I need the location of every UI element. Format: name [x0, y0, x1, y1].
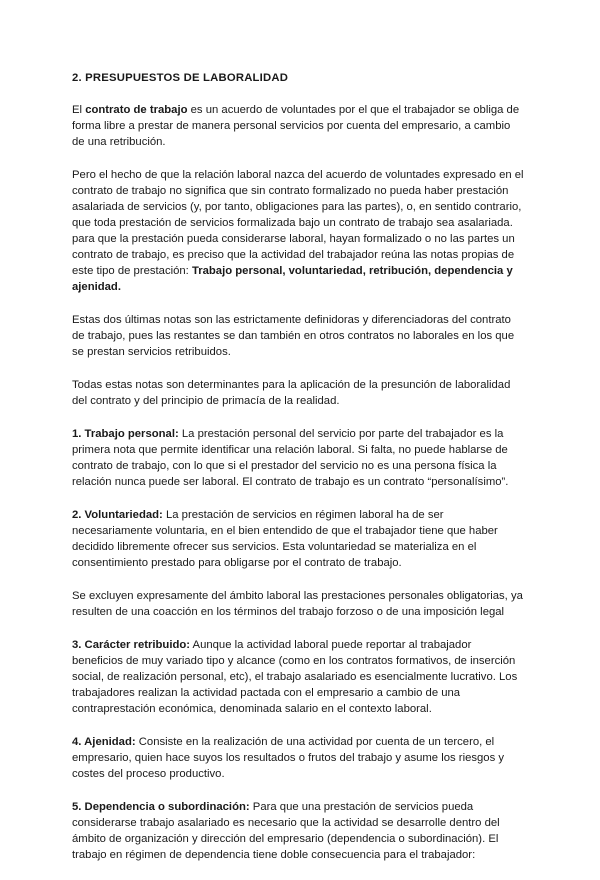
paragraph-relacion-laboral — [72, 167, 524, 295]
item-trabajo-personal — [72, 426, 524, 490]
p2-bold-notas: Trabajo personal, voluntariedad, retribución, dependencia y ajenidad. — [72, 265, 513, 293]
item-dependencia — [72, 799, 524, 863]
item1-title: 1. Trabajo personal: — [72, 428, 179, 440]
paragraph-exclusiones: Se excluyen expresamente del ámbito laboral las prestaciones personales obligatorias, ya resulten de una coacción en los términos del trabajo forzoso o de una imposición legal — [72, 590, 523, 618]
item2-title: 2. Voluntariedad: — [72, 509, 163, 521]
item3-text: Aunque la actividad laboral puede reportar al trabajador beneficios de muy variado tipo y alcance (como en los contratos formativos, de inserción social, de realización personal, etc), el trabajo asalariado es esencialmente lucrativo. Los trabajadores realizan la actividad pactada con el empresario a cambio de una contraprestación económica, denominada salario en el contexto laboral. — [72, 639, 518, 715]
item5-title: 5. Dependencia o subordinación: — [72, 801, 250, 813]
p2-text: Pero el hecho de que la relación laboral nazca del acuerdo de voluntades expresado en el contrato de trabajo no significa que sin contrato formalizado no pueda haber prestación asalariada de servicios (y, por tanto, obligaciones para las partes), o, en sentido contrario, que toda prestación de servicios formalizada bajo un contrato de trabajo sea asalariada. para que la prestación pueda considerarse laboral, hayan formalizado o no las partes un contrato de trabajo, es preciso que la actividad del trabajador reúna las notas propias de este tipo de prestación: — [72, 169, 524, 277]
paragraph-presuncion: Todas estas notas son determinantes para la aplicación de la presunción de laboralidad del contrato y del principio de primacía de la realidad. — [72, 379, 511, 407]
document-page — [72, 70, 524, 880]
item4-text: Consiste en la realización de una actividad por cuenta de un tercero, el empresario, quien hace suyos los resultados o frutos del trabajo y asume los riesgos y costes del proceso productivo. — [72, 736, 505, 780]
item-ajenidad — [72, 734, 524, 782]
p1-before: El — [72, 104, 86, 116]
item-voluntariedad — [72, 507, 524, 571]
p1-bold-term: contrato de trabajo — [85, 104, 188, 116]
item1-text: La prestación personal del servicio por parte del trabajador es la primera nota que permite identificar una relación laboral. Si falta, no puede hablarse de contrato de trabajo, con lo que si el prestador del servicio no es una persona física la relación nunca puede ser laboral. El contrato de trabajo es un contrato “personalísimo”. — [72, 428, 509, 488]
paragraph-contrato-definicion — [72, 102, 524, 150]
item-caracter-retribuido — [72, 637, 524, 717]
item2-text: La prestación de servicios en régimen laboral ha de ser necesariamente voluntaria, en el bien entendido de que el trabajador tiene que haber decidido libremente ofrecer sus servicios. Esta voluntariedad se materializa en el consentimiento prestado para obligarse por el contrato de trabajo. — [72, 509, 498, 569]
item3-title: 3. Carácter retribuido: — [72, 639, 191, 651]
section-heading: 2. PRESUPUESTOS DE LABORALIDAD — [72, 72, 289, 84]
p1-after: es un acuerdo de voluntades por el que el trabajador se obliga de forma libre a prestar de manera personal servicios por cuenta del empresario, a cambio de una retribución. — [72, 104, 520, 148]
paragraph-ultimas-notas: Estas dos últimas notas son las estrictamente definidoras y diferenciadoras del contrato de trabajo, pues las restantes se dan también en otros contratos no laborales en los que se prestan servicios retribuidos. — [72, 314, 515, 358]
item5-text: Para que una prestación de servicios pueda considerarse trabajo asalariado es necesario que la actividad se desarrolle dentro del ámbito de organización y dirección del empresario (dependencia o subordinación). El trabajo en régimen de dependencia tiene doble consecuencia para el trabajador: — [72, 801, 500, 861]
item4-title: 4. Ajenidad: — [72, 736, 136, 748]
